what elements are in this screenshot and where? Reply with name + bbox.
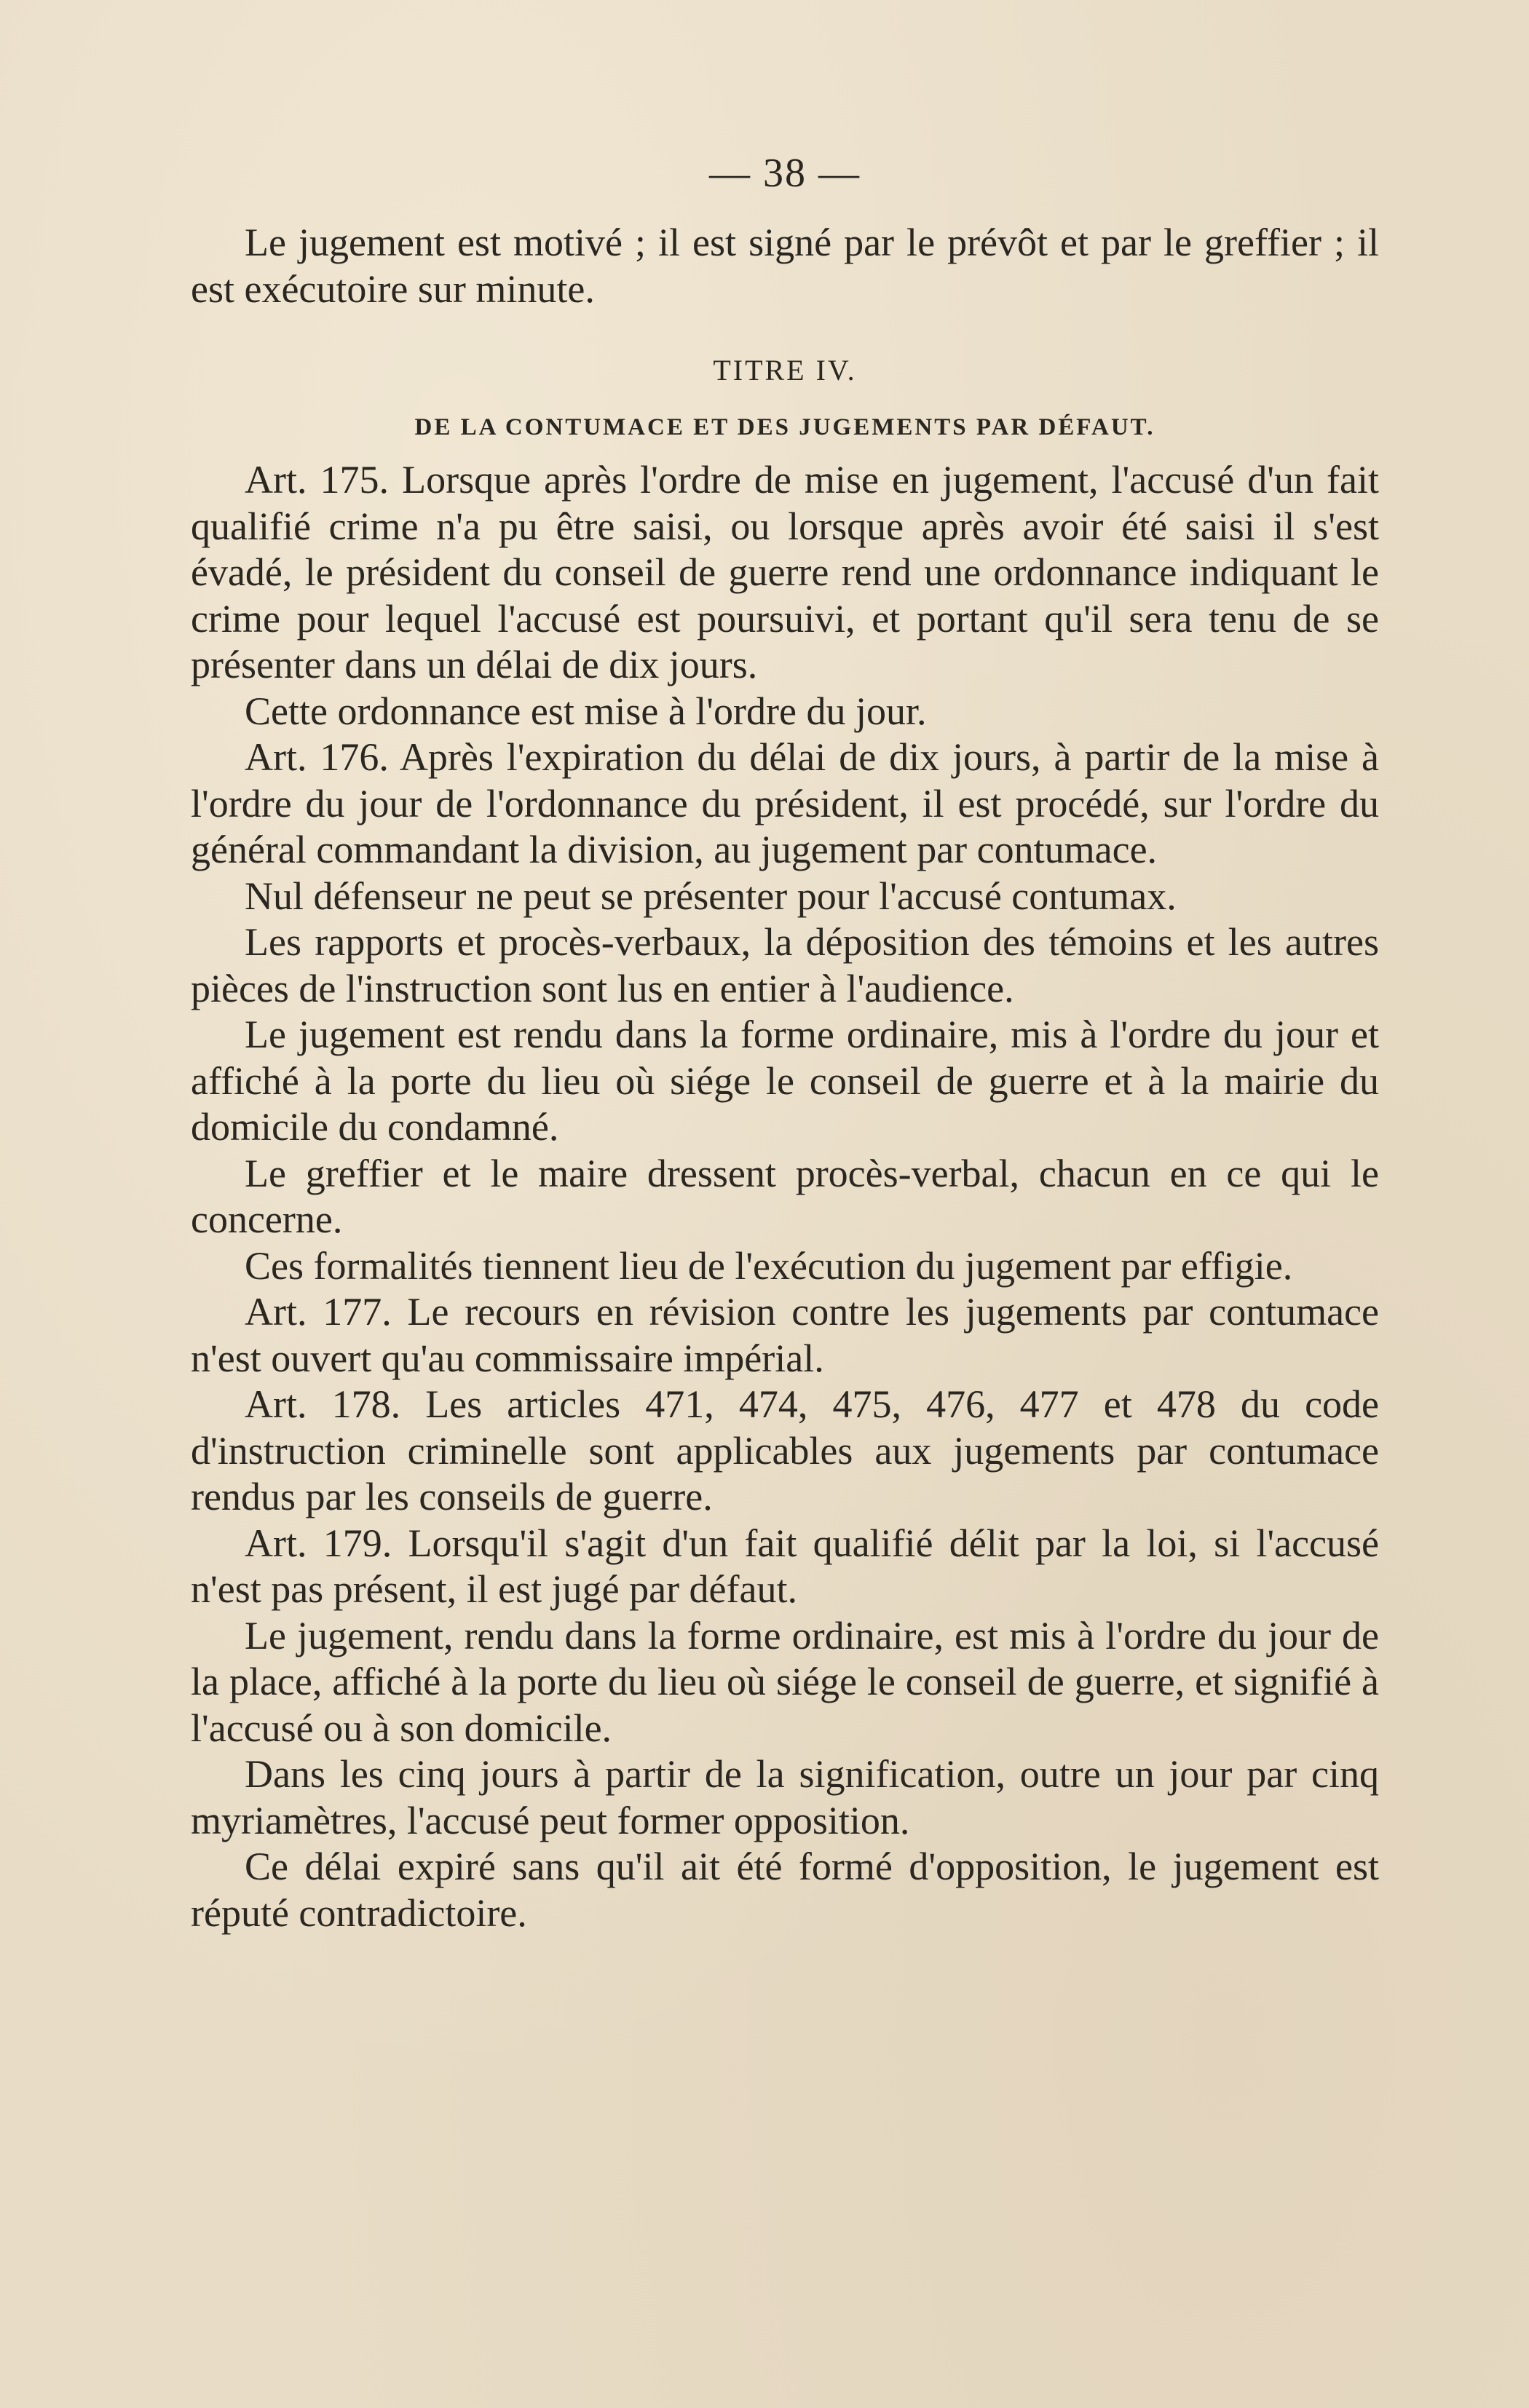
paragraph: Le greffier et le maire dressent procès-verbal, chacun en ce qui le concerne.	[191, 1151, 1379, 1241]
paragraph: Ce délai expiré sans qu'il ait été formé d'opposition, le jugement est réputé contradictoire.	[191, 1845, 1379, 1935]
paragraph: Le jugement est rendu dans la forme ordinaire, mis à l'ordre du jour et affiché à la porte du lieu où siége le conseil de guerre et à la mairie du domicile du condamné.	[191, 1013, 1379, 1149]
paragraph: Cette ordonnance est mise à l'ordre du jour.	[245, 689, 927, 733]
paragraph: Les rapports et procès-verbaux, la déposition des témoins et les autres pièces de l'instruction sont lus en entier à l'audience.	[191, 920, 1379, 1010]
paragraph-art-176: Art. 176. Après l'expiration du délai de dix jours, à partir de la mise à l'ordre du jour de l'ordonnance du président, il est procédé, sur l'ordre du général commandant la division, au jugement par contumace.	[191, 735, 1379, 871]
paragraph: Ces formalités tiennent lieu de l'exécution du jugement par effigie.	[245, 1243, 1293, 1288]
page-number: — 38 —	[709, 151, 861, 196]
section-title: TITRE IV.	[713, 354, 857, 387]
paragraph-art-177: Art. 177. Le recours en révision contre les jugements par contumace n'est ouvert qu'au commissaire impérial.	[191, 1290, 1379, 1380]
section-subtitle: DE LA CONTUMACE ET DES JUGEMENTS PAR DÉFAUT.	[414, 414, 1155, 440]
document-page	[191, 153, 1379, 1936]
opening-paragraph: Le jugement est motivé ; il est signé par le prévôt et par le greffier ; il est exécutoire sur minute.	[191, 221, 1379, 311]
paragraph: Nul défenseur ne peut se présenter pour l'accusé contumax.	[245, 874, 1177, 918]
paragraph-art-175: Art. 175. Lorsque après l'ordre de mise en jugement, l'accusé d'un fait qualifié crime n'a pu être saisi, ou lorsque après avoir été saisi il s'est évadé, le président du conseil de guerre rend une ordonnance indiquant le crime pour lequel l'accusé est poursuivi, et portant qu'il sera tenu de se présenter dans un délai de dix jours.	[191, 458, 1379, 686]
paragraph-art-179: Art. 179. Lorsqu'il s'agit d'un fait qualifié délit par la loi, si l'accusé n'est pas présent, il est jugé par défaut.	[191, 1521, 1379, 1611]
paragraph: Le jugement, rendu dans la forme ordinaire, est mis à l'ordre du jour de la place, affiché à la porte du lieu où siége le conseil de guerre, et signifié à l'accusé ou à son domicile.	[191, 1613, 1379, 1750]
paragraph-art-178: Art. 178. Les articles 471, 474, 475, 476, 477 et 478 du code d'instruction criminelle sont applicables aux jugements par contumace rendus par les conseils de guerre.	[191, 1382, 1379, 1518]
paragraph: Dans les cinq jours à partir de la signification, outre un jour par cinq myriamètres, l'accusé peut former opposition.	[191, 1752, 1379, 1842]
